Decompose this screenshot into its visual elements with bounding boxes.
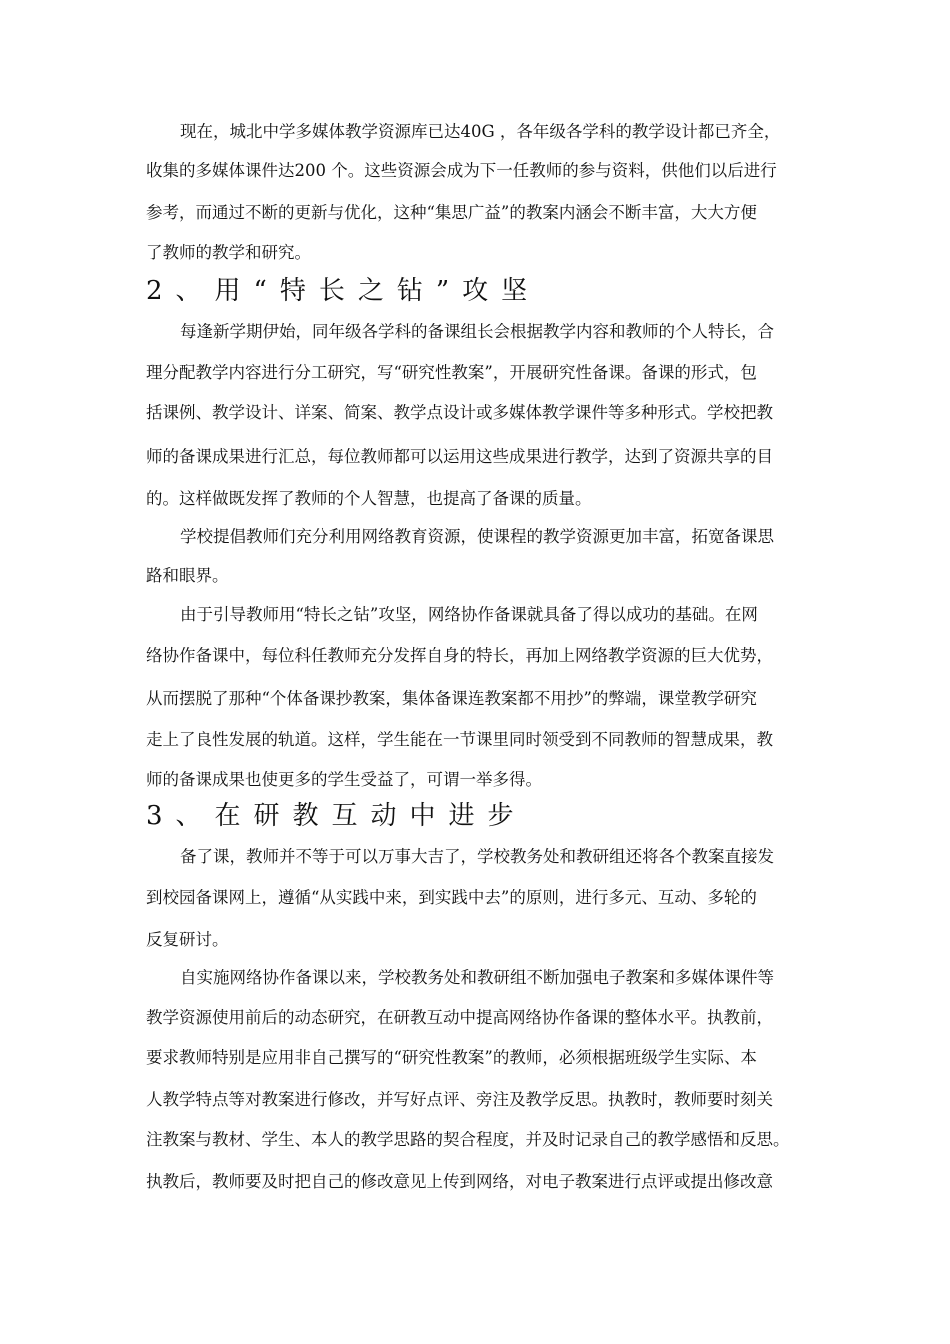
paragraph-line: 参考，而通过不断的更新与优化，这种“集思广益”的教案内涵会不断丰富，大大方便 [146,203,757,222]
section-heading: 3、在研教互动中进步 [146,801,527,831]
paragraph-line: 络协作备课中，每位科任教师充分发挥自身的特长，再加上网络教学资源的巨大优势， [146,646,773,665]
paragraph-line: 每逢新学期伊始，同年级各学科的备课组长会根据教学内容和教师的个人特长，合 [180,322,774,341]
paragraph-line: 括课例、教学设计、详案、简案、教学点设计或多媒体教学课件等多种形式。学校把教 [146,403,773,422]
paragraph-line: 现在，城北中学多媒体教学资源库已达40G ，各年级各学科的教学设计都已齐全， [180,122,781,141]
paragraph-line: 教学资源使用前后的动态研究，在研教互动中提高网络协作备课的整体水平。执教前， [146,1008,773,1027]
paragraph-line: 走上了良性发展的轨道。这样，学生能在一节课里同时领受到不同教师的智慧成果，教 [146,730,773,749]
paragraph-line: 收集的多媒体课件达200 个。这些资源会成为下一任教师的参与资料，供他们以后进行 [146,161,777,180]
paragraph-line: 师的备课成果也使更多的学生受益了，可谓一举多得。 [146,770,542,789]
paragraph-line: 学校提倡教师们充分利用网络教育资源，使课程的教学资源更加丰富，拓宽备课思 [180,527,774,546]
paragraph-line: 师的备课成果进行汇总，每位教师都可以运用这些成果进行教学，达到了资源共享的目 [146,447,773,466]
paragraph-line: 从而摆脱了那种“个体备课抄教案，集体备课连教案都不用抄”的弊端，课堂教学研究 [146,689,757,708]
paragraph-line: 要求教师特别是应用非自己撰写的“研究性教案”的教师，必须根据班级学生实际、本 [146,1048,757,1067]
paragraph-line: 反复研讨。 [146,930,229,949]
section-heading: 2、用“特长之钻”攻坚 [146,276,541,306]
paragraph-line: 执教后，教师要及时把自己的修改意见上传到网络，对电子教案进行点评或提出修改意 [146,1172,773,1191]
paragraph-line: 注教案与教材、学生、本人的教学思路的契合程度，并及时记录自己的教学感悟和反思。 [146,1130,790,1149]
paragraph-line: 的。这样做既发挥了教师的个人智慧，也提高了备课的质量。 [146,489,592,508]
paragraph-line: 备了课，教师并不等于可以万事大吉了，学校教务处和教研组还将各个教案直接发 [180,847,774,866]
paragraph-line: 由于引导教师用“特长之钻”攻坚，网络协作备课就具备了得以成功的基础。在网 [180,605,758,624]
paragraph-line: 路和眼界。 [146,566,229,585]
paragraph-line: 了教师的教学和研究。 [146,243,311,262]
paragraph-line: 理分配教学内容进行分工研究，写“研究性教案”，开展研究性备课。备课的形式，包 [146,363,757,382]
paragraph-line: 人教学特点等对教案进行修改，并写好点评、旁注及教学反思。执教时，教师要时刻关 [146,1090,773,1109]
paragraph-line: 到校园备课网上，遵循“从实践中来，到实践中去”的原则，进行多元、互动、多轮的 [146,888,757,907]
paragraph-line: 自实施网络协作备课以来，学校教务处和教研组不断加强电子教案和多媒体课件等 [180,968,774,987]
